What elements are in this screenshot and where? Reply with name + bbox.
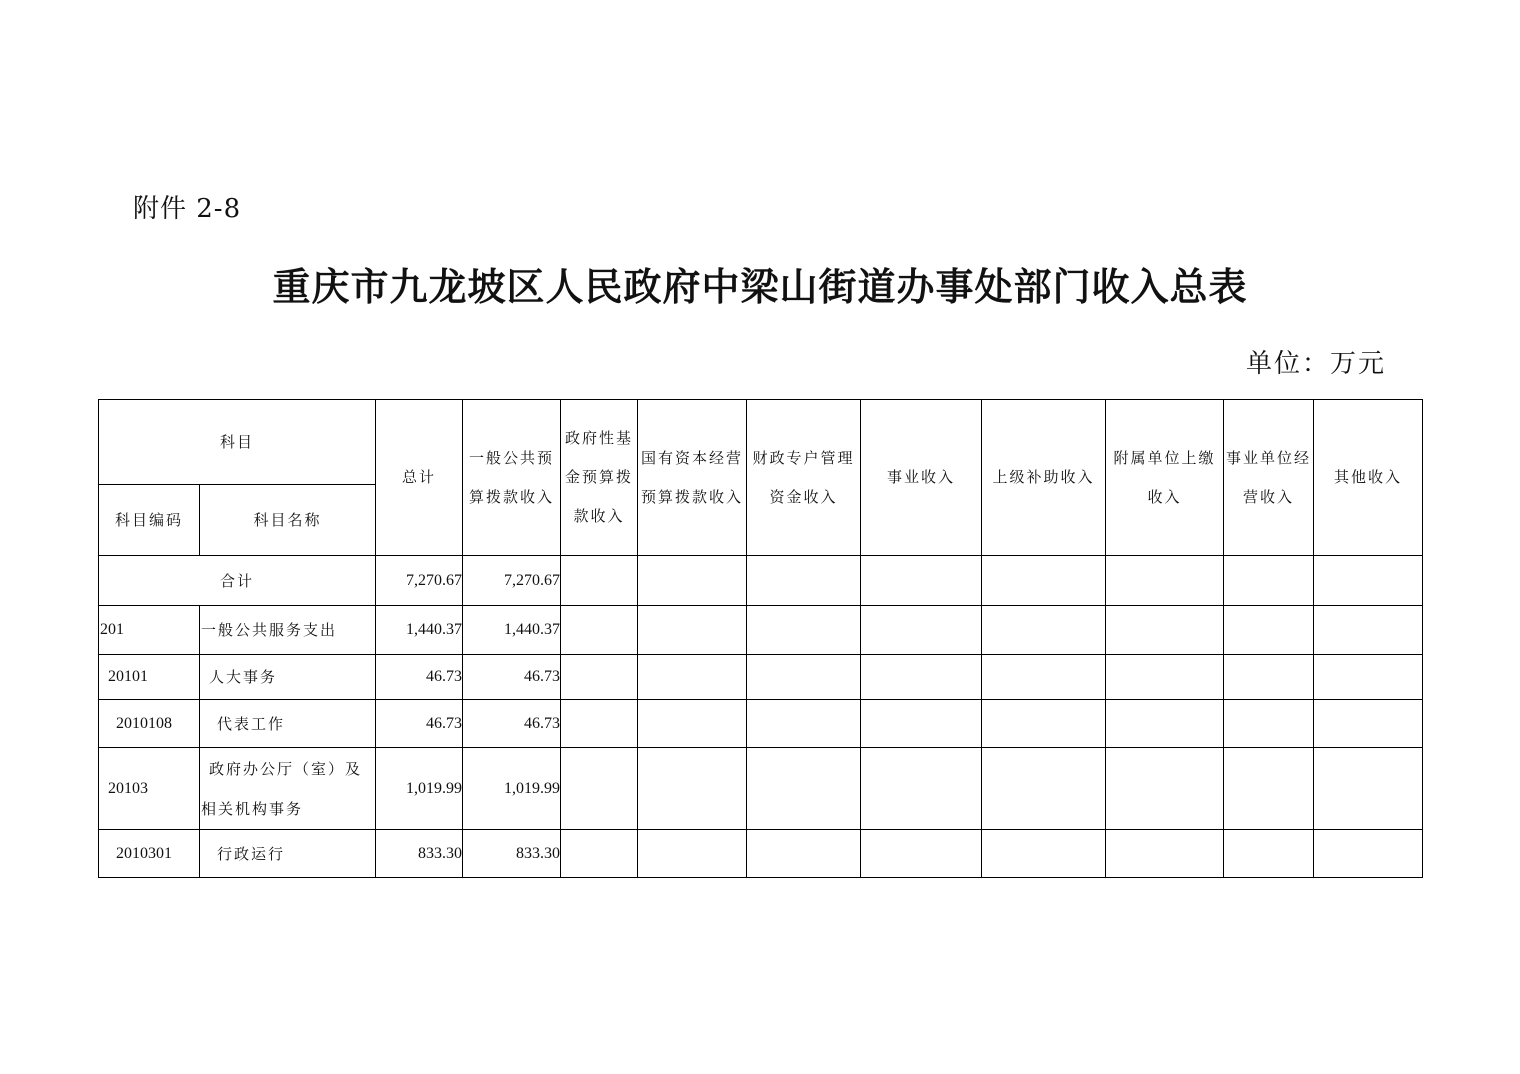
row-code: 2010301 <box>99 830 200 878</box>
header-subject-name: 科目名称 <box>200 485 376 556</box>
empty-cell <box>638 655 747 700</box>
row-general-public-budget: 46.73 <box>463 700 561 748</box>
row-name: 行政运行 <box>200 830 376 878</box>
empty-cell <box>982 556 1106 606</box>
table-row <box>99 655 1423 700</box>
empty-cell <box>1106 606 1224 655</box>
header-affiliated-unit-income: 附属单位上缴收入 <box>1106 400 1224 556</box>
empty-cell <box>1106 655 1224 700</box>
row-code: 20101 <box>99 655 200 700</box>
empty-cell <box>638 556 747 606</box>
empty-cell <box>1224 655 1314 700</box>
empty-cell <box>1106 556 1224 606</box>
total-row-total: 7,270.67 <box>376 556 463 606</box>
empty-cell <box>638 606 747 655</box>
row-general-public-budget: 1,019.99 <box>463 748 561 830</box>
header-superior-subsidy: 上级补助收入 <box>982 400 1106 556</box>
empty-cell <box>1314 655 1423 700</box>
empty-cell <box>982 655 1106 700</box>
header-business-operation-income: 事业单位经营收入 <box>1224 400 1314 556</box>
empty-cell <box>982 748 1106 830</box>
row-name: 人大事务 <box>200 655 376 700</box>
header-subject-code: 科目编码 <box>99 485 200 556</box>
empty-cell <box>982 606 1106 655</box>
header-other-income: 其他收入 <box>1314 400 1423 556</box>
page-title: 重庆市九龙坡区人民政府中梁山街道办事处部门收入总表 <box>272 264 1248 309</box>
empty-cell <box>747 655 861 700</box>
header-business-income: 事业收入 <box>861 400 982 556</box>
row-name: 政府办公厅（室）及相关机构事务 <box>200 748 376 830</box>
header-subject: 科目 <box>99 400 376 485</box>
row-general-public-budget: 1,440.37 <box>463 606 561 655</box>
row-total: 1,019.99 <box>376 748 463 830</box>
unit-label: 单位：万元 <box>1246 349 1387 379</box>
empty-cell <box>747 556 861 606</box>
empty-cell <box>561 830 638 878</box>
empty-cell <box>1224 830 1314 878</box>
empty-cell <box>861 556 982 606</box>
row-name: 一般公共服务支出 <box>200 606 376 655</box>
empty-cell <box>1106 700 1224 748</box>
row-total: 1,440.37 <box>376 606 463 655</box>
header-fiscal-special-fund: 财政专户管理资金收入 <box>747 400 861 556</box>
empty-cell <box>747 700 861 748</box>
empty-cell <box>561 748 638 830</box>
empty-cell <box>747 748 861 830</box>
empty-cell <box>1314 700 1423 748</box>
empty-cell <box>982 830 1106 878</box>
row-general-public-budget: 833.30 <box>463 830 561 878</box>
empty-cell <box>861 606 982 655</box>
row-code: 201 <box>99 606 200 655</box>
income-summary-table <box>98 399 1423 878</box>
empty-cell <box>861 830 982 878</box>
attachment-label: 附件 2-8 <box>133 194 242 224</box>
row-general-public-budget: 46.73 <box>463 655 561 700</box>
empty-cell <box>861 700 982 748</box>
total-row-label: 合计 <box>99 556 376 606</box>
empty-cell <box>638 748 747 830</box>
empty-cell <box>638 830 747 878</box>
header-total: 总计 <box>376 400 463 556</box>
table-row <box>99 830 1423 878</box>
empty-cell <box>1106 748 1224 830</box>
header-state-capital-budget: 国有资本经营预算拨款收入 <box>638 400 747 556</box>
row-total: 833.30 <box>376 830 463 878</box>
row-total: 46.73 <box>376 655 463 700</box>
empty-cell <box>861 655 982 700</box>
empty-cell <box>1314 748 1423 830</box>
header-gov-fund-budget: 政府性基金预算拨款收入 <box>561 400 638 556</box>
empty-cell <box>561 556 638 606</box>
empty-cell <box>561 700 638 748</box>
empty-cell <box>1106 830 1224 878</box>
empty-cell <box>1314 606 1423 655</box>
empty-cell <box>1224 700 1314 748</box>
row-code: 20103 <box>99 748 200 830</box>
empty-cell <box>747 606 861 655</box>
empty-cell <box>561 655 638 700</box>
empty-cell <box>982 700 1106 748</box>
row-name: 代表工作 <box>200 700 376 748</box>
empty-cell <box>1314 830 1423 878</box>
empty-cell <box>861 748 982 830</box>
header-general-public-budget: 一般公共预算拨款收入 <box>463 400 561 556</box>
empty-cell <box>1224 748 1314 830</box>
row-total: 46.73 <box>376 700 463 748</box>
total-row <box>99 556 1423 606</box>
empty-cell <box>561 606 638 655</box>
empty-cell <box>1224 606 1314 655</box>
table-row <box>99 748 1423 830</box>
table-row <box>99 700 1423 748</box>
empty-cell <box>1224 556 1314 606</box>
total-row-general-public-budget: 7,270.67 <box>463 556 561 606</box>
table-row <box>99 606 1423 655</box>
empty-cell <box>638 700 747 748</box>
row-code: 2010108 <box>99 700 200 748</box>
empty-cell <box>747 830 861 878</box>
empty-cell <box>1314 556 1423 606</box>
